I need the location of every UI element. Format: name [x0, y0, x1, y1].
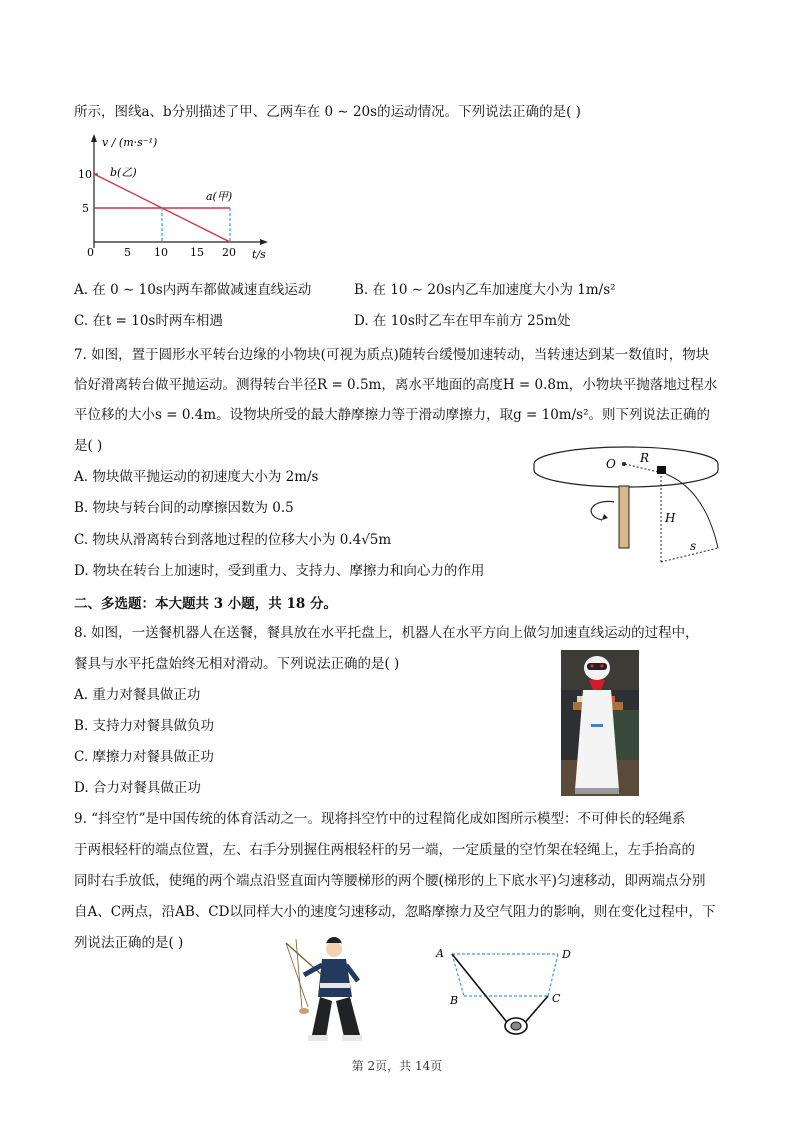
- q7-option-a[interactable]: A. 物块做平抛运动的初速度大小为 2m/s: [74, 469, 319, 485]
- q8-stem-line-2: 餐具与水平托盘始终无相对滑动。下列说法正确的是( ): [74, 656, 400, 672]
- q9-trapezoid-model: [430, 942, 580, 1042]
- q6-option-b[interactable]: B. 在 10 ∼ 20s内乙车加速度大小为 1m/s²: [354, 282, 616, 298]
- section-multiple-choice-title: 二、多选题：本大题共 3 小题，共 18 分。: [74, 596, 337, 612]
- q8-robot-photo: [561, 650, 639, 796]
- label-s: s: [690, 539, 697, 553]
- q9-stem-line-4: 自A、C两点，沿AB、CD以同样大小的速度匀速移动，忽略摩擦力及空气阻力的影响，则在变化过程中，下: [74, 904, 716, 920]
- x-tick-10: 10: [154, 246, 168, 259]
- label-C: C: [552, 992, 561, 1005]
- label-O: O: [606, 457, 616, 471]
- q6-option-a[interactable]: A. 在 0 ∼ 10s内两车都做减速直线运动: [74, 282, 312, 298]
- q7-stem-line-3: 平位移的大小s = 0.4m。设物块所受的最大静摩擦力等于滑动摩擦力，取g = 10m/s²。则下列说法正确的: [74, 407, 710, 423]
- q9-stem-line-5: 列说法正确的是( ): [74, 935, 184, 951]
- label-D: D: [562, 948, 571, 961]
- q9-stem-line-3: 同时右手放低，使绳的两个端点沿竖直面内等腰梯形的两个腰(梯形的上下底水平)匀速移动，即两端点分别: [74, 873, 706, 889]
- turntable-pillar: [619, 486, 629, 548]
- q7-turntable-figure: [530, 440, 725, 570]
- q6-vt-graph: [72, 130, 272, 265]
- x-tick-20: 20: [222, 246, 236, 259]
- q7-stem-line-4: 是( ): [74, 438, 103, 454]
- q6-stem: 所示，图线a、b分别描述了甲、乙两车在 0 ∼ 20s的运动情况。下列说法正确的是( ): [74, 104, 581, 120]
- q9-diabolo-player-illustration: [282, 935, 382, 1047]
- q8-option-a[interactable]: A. 重力对餐具做正功: [74, 687, 201, 703]
- label-R: R: [640, 451, 650, 465]
- q9-stem-line-1: 9. “抖空竹”是中国传统的体育活动之一。现将抖空竹中的过程简化成如图所示模型：不可伸长的轻绳系: [74, 811, 686, 827]
- y-tick-5: 5: [82, 202, 89, 215]
- line-a-label: a(甲): [206, 190, 233, 203]
- y-axis-label: v / (m·s⁻¹): [102, 136, 158, 149]
- x-tick-15: 15: [190, 246, 204, 259]
- q6-option-c[interactable]: C. 在t = 10s时两车相遇: [74, 313, 223, 329]
- label-H: H: [665, 511, 676, 525]
- q7-option-b[interactable]: B. 物块与转台间的动摩擦因数为 0.5: [74, 500, 294, 516]
- q7-stem-line-1: 7. 如图，置于圆形水平转台边缘的小物块(可视为质点)随转台缓慢加速转动，当转速达到某一数值时，物块: [74, 347, 710, 363]
- q7-stem-line-2: 恰好滑离转台做平抛运动。测得转台半径R = 0.5m，离水平地面的高度H = 0.8m，小物块平抛落地过程水: [74, 377, 718, 393]
- edge-CD: [548, 954, 558, 996]
- x-axis-label: t/s: [252, 248, 266, 261]
- small-block: [657, 466, 666, 474]
- q7-option-d[interactable]: D. 物块在转台上加速时，受到重力、支持力、摩擦力和向心力的作用: [74, 563, 485, 579]
- x-tick-5: 5: [124, 246, 131, 259]
- x-axis-arrow: [260, 239, 268, 245]
- y-tick-10: 10: [78, 168, 92, 181]
- label-B: B: [450, 994, 459, 1007]
- q8-stem-line-1: 8. 如图，一送餐机器人在送餐，餐具放在水平托盘上，机器人在水平方向上做匀加速直线运动的过程中，: [74, 625, 699, 641]
- q7-option-c[interactable]: C. 物块从滑离转台到落地过程的位移大小为 0.4√5m: [74, 532, 392, 548]
- q8-option-c[interactable]: C. 摩擦力对餐具做正功: [74, 749, 214, 765]
- q9-stem-line-2: 于两根轻杆的端点位置，左、右手分别握住两根轻杆的另一端，一定质量的空竹架在轻绳上，左手抬高的: [74, 842, 695, 858]
- y-axis-arrow: [91, 134, 97, 142]
- rope: [452, 954, 548, 1026]
- q6-option-d[interactable]: D. 在 10s时乙车在甲车前方 25m处: [354, 313, 571, 329]
- line-b-label: b(乙): [110, 166, 137, 179]
- rotation-arrow-icon: [591, 501, 614, 520]
- q8-option-b[interactable]: B. 支持力对餐具做负功: [74, 718, 215, 734]
- x-tick-0: 0: [87, 246, 94, 259]
- page-footer: 第 2页，共 14页: [351, 1059, 443, 1073]
- label-A: A: [436, 947, 444, 960]
- q8-option-d[interactable]: D. 合力对餐具做正功: [74, 780, 201, 796]
